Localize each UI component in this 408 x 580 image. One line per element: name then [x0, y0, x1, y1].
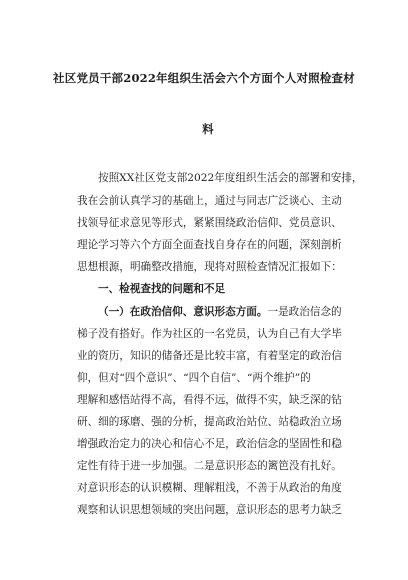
body-line-4: 理解和感悟站得不高，看得不远，做得不实，缺乏深的钻 — [77, 394, 342, 406]
subheading-line — [98, 305, 342, 319]
document-title-line-1: 社区党员干部2022年组织生活会六个方面个人对照检查材 — [53, 71, 355, 85]
body-first-rest: 一是政治信念的 — [267, 306, 342, 318]
body-line-8: 对意识形态的认识模糊、理解粗浅，不善于从政治的角度 — [77, 482, 342, 494]
sub-heading: （一）在政治信仰、意识形态方面。 — [98, 306, 268, 318]
intro-line-3: 找领导征求意见等形式，紧紧围绕政治信仰、党员意识、 — [77, 217, 342, 229]
intro-line-5: 思想根源，明确整改措施，现将对照检查情况汇报如下： — [77, 261, 342, 273]
body-line-6: 增强政治定力的决心和信心不足，政治信念的坚固性和稳 — [77, 438, 342, 450]
body-line-7: 定性有待于进一步加强。二是意识形态的篱笆没有扎好。 — [77, 460, 342, 472]
intro-line-1: 按照XX社区党支部2022年度组织生活会的部署和安排， — [98, 172, 363, 184]
body-line-1: 梯子没有搭好。作为社区的一名党员，认为自己有大学毕 — [77, 328, 342, 340]
intro-line-4: 理论学习等六个方面全面查找自身存在的问题，深刻剖析 — [77, 239, 342, 251]
body-line-2: 业的资历，知识的储备还是比较丰富，有着坚定的政治信 — [77, 350, 342, 362]
intro-line-2: 我在会前认真学习的基础上，通过与同志广泛谈心、主动 — [77, 195, 342, 207]
section-heading: 一、检视查找的问题和不足 — [98, 283, 226, 295]
document-title-line-2: 料 — [202, 122, 214, 136]
body-line-5: 研、细的琢磨、强的分析，提高政治站位、站稳政治立场 — [77, 416, 342, 428]
body-line-3: 仰，但对“四个意识”、“四个自信”、“两个维护”的 — [77, 372, 311, 384]
body-line-9: 观察和认识思想领域的突出问题，意识形态的思考力缺乏 — [77, 504, 342, 516]
